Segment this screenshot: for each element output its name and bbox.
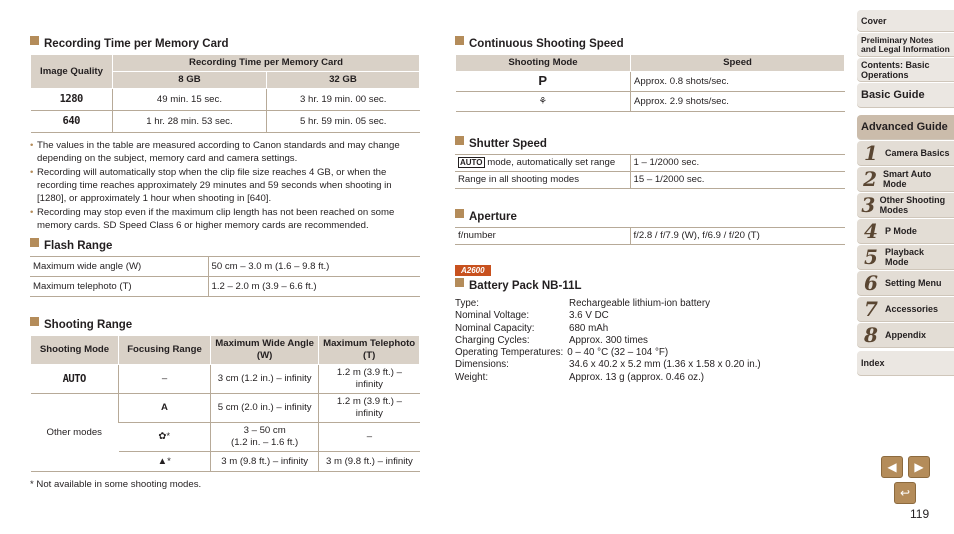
chapter-label: Camera Basics: [885, 148, 950, 158]
left-column: [30, 38, 420, 491]
nav-basic-guide[interactable]: Basic Guide: [857, 83, 954, 107]
return-button[interactable]: [894, 482, 916, 504]
spec-row: Operating Temperatures: 0 – 40 °C (32 – 104 °F): [455, 347, 669, 359]
section-marker-icon: [30, 238, 39, 247]
section-title: Recording Time per Memory Card: [44, 38, 229, 50]
section-title: Battery Pack NB-11L: [469, 280, 582, 292]
return-icon: ↩: [899, 486, 911, 500]
arrow-right-icon: ▶: [914, 460, 924, 474]
table-cell: 50 cm – 3.0 m (1.6 – 9.8 ft.): [208, 257, 420, 277]
shooting-range-table: [30, 335, 420, 472]
table-cell: 3 hr. 19 min. 00 sec.: [266, 89, 419, 111]
note-item: • The values in the table are measured according to Canon standards and may change depending on the subject, memory card and camera settings.: [30, 139, 420, 165]
col-header: Maximum Telephoto (T): [319, 336, 420, 365]
battery-specs: [455, 298, 845, 384]
nav-cover[interactable]: Cover: [857, 10, 954, 31]
table-cell: f/2.8 / f/7.9 (W), f/6.9 / f/20 (T): [630, 228, 845, 245]
section-title: Aperture: [469, 211, 517, 223]
quality-1280-icon: 1280: [31, 89, 113, 111]
other-modes-cell: Other modes: [31, 394, 119, 472]
table-cell: Maximum wide angle (W): [30, 257, 208, 277]
col-header: Recording Time per Memory Card: [113, 55, 420, 72]
table-cell: 49 min. 15 sec.: [113, 89, 267, 111]
nav-advanced-guide[interactable]: Advanced Guide: [857, 115, 954, 139]
flash-range-heading: [30, 240, 420, 252]
section-title: Flash Range: [44, 240, 113, 252]
nav-chapter-2[interactable]: [857, 167, 954, 191]
auto-mode-icon: AUTO: [31, 365, 119, 394]
note-item: • Recording may stop even if the maximum clip length has not been reached on some memory cards. SD Speed Class 6 or higher memory cards are recommended.: [30, 206, 420, 232]
nav-chapter-4[interactable]: [857, 219, 954, 243]
table-cell: Approx. 0.8 shots/sec.: [631, 72, 845, 92]
table-cell: 15 – 1/2000 sec.: [630, 172, 845, 189]
nav-contents[interactable]: Contents: Basic Operations: [857, 58, 954, 81]
table-cell: 3 m (9.8 ft.) – infinity: [319, 452, 420, 472]
nav-chapter-3[interactable]: [857, 193, 954, 217]
table-cell: 1.2 m (3.9 ft.) – infinity: [319, 365, 420, 394]
table-cell: 5 hr. 59 min. 05 sec.: [266, 111, 419, 133]
chapter-label: Setting Menu: [885, 278, 942, 288]
chapter-label: Accessories: [885, 304, 939, 314]
col-header: Speed: [631, 55, 845, 72]
table-cell: 5 cm (2.0 in.) – infinity: [211, 394, 319, 423]
footnote: * Not available in some shooting modes.: [30, 479, 202, 490]
table-cell: 3 m (9.8 ft.) – infinity: [211, 452, 319, 472]
nav-chapter-6[interactable]: [857, 271, 954, 295]
aperture-heading: [455, 211, 845, 223]
table-cell: 3 – 50 cm (1.2 in. – 1.6 ft.): [211, 423, 319, 452]
chapter-number: 5: [864, 245, 878, 269]
battery-heading: [455, 280, 845, 292]
chapter-number: 6: [864, 271, 878, 295]
chapter-number: 2: [863, 167, 877, 191]
table-cell: 1.2 m (3.9 ft.) – infinity: [319, 394, 420, 423]
shooting-range-heading: [30, 319, 420, 331]
high-speed-burst-icon: ⚘: [456, 92, 631, 112]
table-cell: AUTO mode, automatically set range: [455, 155, 630, 172]
section-marker-icon: [455, 209, 464, 218]
recording-time-table: [30, 54, 420, 133]
next-page-button[interactable]: [908, 456, 930, 478]
table-cell: 1.2 – 2.0 m (3.9 – 6.6 ft.): [208, 277, 420, 297]
col-header: Shooting Mode: [456, 55, 631, 72]
table-cell: f/number: [455, 228, 630, 245]
chapter-number: 7: [864, 297, 878, 321]
section-marker-icon: [455, 278, 464, 287]
col-header: 8 GB: [113, 72, 267, 89]
page-number: 119: [910, 507, 930, 521]
nav-chapter-8[interactable]: [857, 323, 954, 347]
spec-row: Dimensions: 34.6 x 40.2 x 5.2 mm (1.36 x 1.58 x 0.20 in.): [455, 359, 761, 371]
col-header: Focusing Range: [119, 336, 211, 365]
col-header: Maximum Wide Angle (W): [211, 336, 319, 365]
chapter-label: Appendix: [885, 330, 927, 340]
quality-640-icon: 640: [31, 111, 113, 133]
table-cell: Approx. 2.9 shots/sec.: [631, 92, 845, 112]
spec-row: Weight: Approx. 13 g (approx. 0.46 oz.): [455, 371, 705, 383]
chapter-label: Playback Mode: [885, 247, 925, 267]
sidebar-nav: [857, 10, 954, 377]
program-mode-icon: P: [456, 72, 631, 92]
nav-index[interactable]: Index: [857, 351, 954, 375]
spec-row: Type: Rechargeable lithium-ion battery: [455, 298, 711, 309]
spec-row: Nominal Voltage: 3.6 V DC: [455, 310, 609, 322]
shutter-table: [455, 154, 845, 189]
model-badge: A2600: [455, 265, 491, 276]
chapter-number: 4: [864, 219, 878, 243]
macro-icon: ✿*: [119, 423, 211, 452]
focus-auto-icon: A: [119, 394, 211, 423]
table-cell: –: [119, 365, 211, 394]
chapter-label: P Mode: [885, 226, 917, 236]
chapter-label: Other Shooting Modes: [879, 195, 946, 215]
table-cell: Range in all shooting modes: [455, 172, 630, 189]
section-title: Shooting Range: [44, 319, 133, 331]
nav-chapter-7[interactable]: [857, 297, 954, 321]
chapter-label: Smart Auto Mode: [883, 169, 932, 189]
aperture-table: [455, 227, 845, 245]
recording-notes: [30, 139, 420, 232]
spec-row: Nominal Capacity: 680 mAh: [455, 322, 609, 334]
chapter-number: 3: [861, 193, 876, 217]
table-cell: 3 cm (1.2 in.) – infinity: [211, 365, 319, 394]
auto-mode-icon: AUTO: [460, 158, 483, 167]
note-item: • Recording will automatically stop when the clip file size reaches 4 GB, or when the recording time reaches approximately 29 minutes and 59 seconds when shooting in [1280], or approximately 1 hour when shooting in [640].: [30, 166, 420, 205]
col-header: Image Quality: [31, 55, 113, 89]
table-cell: –: [319, 423, 420, 452]
recording-time-heading: [30, 38, 420, 50]
chapter-number: 1: [864, 141, 878, 165]
table-cell: 1 – 1/2000 sec.: [630, 155, 845, 172]
nav-chapter-5[interactable]: [857, 245, 954, 269]
continuous-table: [455, 54, 845, 112]
flash-range-table: [30, 256, 420, 297]
section-marker-icon: [30, 317, 39, 326]
section-title: Continuous Shooting Speed: [469, 38, 624, 50]
infinity-icon: ▲*: [119, 452, 211, 472]
spec-row: Charging Cycles: Approx. 300 times: [455, 334, 648, 346]
chapter-number: 8: [864, 323, 878, 347]
continuous-heading: [455, 38, 845, 50]
shutter-heading: [455, 138, 845, 150]
section-marker-icon: [455, 36, 464, 45]
nav-preliminary-notes[interactable]: Preliminary Notes and Legal Information: [857, 33, 954, 56]
col-header: 32 GB: [266, 72, 419, 89]
middle-column: [455, 38, 845, 384]
arrow-left-icon: ◀: [887, 460, 897, 474]
table-cell: Maximum telephoto (T): [30, 277, 208, 297]
section-marker-icon: [30, 36, 39, 45]
table-cell: 1 hr. 28 min. 53 sec.: [113, 111, 267, 133]
col-header: Shooting Mode: [31, 336, 119, 365]
prev-page-button[interactable]: [881, 456, 903, 478]
section-title: Shutter Speed: [469, 138, 547, 150]
section-marker-icon: [455, 136, 464, 145]
nav-chapter-1[interactable]: [857, 141, 954, 165]
